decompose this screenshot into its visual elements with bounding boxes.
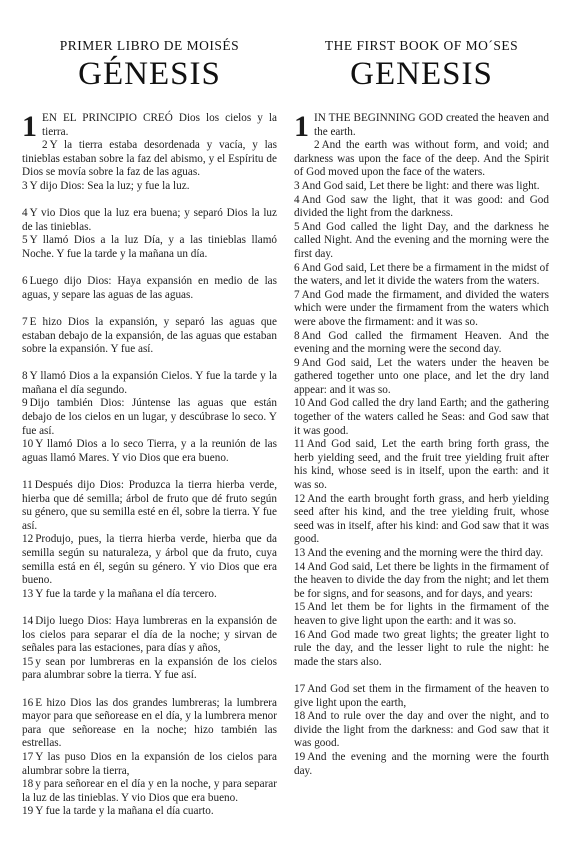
verse-text: Después dijo Dios: Produzca la tierra hierba verde, hierba que dé semilla; árbol de fruto que dé fruto según su género, que su semilla esté en él, sobre la tierra. Y fue así.: [22, 479, 277, 532]
verse-number: 17: [294, 682, 306, 695]
verse: [294, 629, 549, 670]
verse-text: And to rule over the day and over the night, and to divide the light from the darkness: and God saw that it was good.: [294, 710, 549, 750]
verse-number: 5: [22, 234, 28, 247]
verse: [294, 180, 549, 194]
verse-number: 15: [294, 601, 306, 614]
verse-number: 10: [22, 438, 34, 451]
verse-number: 4: [22, 207, 28, 220]
verse: [294, 262, 549, 289]
verse-text: And God said, Let there be a firmament in the midst of the waters, and let it divide the waters from the waters.: [294, 261, 549, 288]
verse-number: 15: [22, 655, 34, 668]
verse-text: IN THE BEGINNING GOD created the heaven and the earth.: [314, 112, 549, 138]
verse-text: Dijo también Dios: Júntense las aguas que están debajo de los cielos en un lugar, y descúbrase lo seco. Y fue así.: [22, 397, 277, 437]
verse-number: 6: [22, 275, 28, 288]
verse-number: 2: [314, 139, 320, 152]
verse-text: And the earth was without form, and void; and darkness was upon the face of the deep. And the Spirit of God moved upon the face of the waters.: [294, 139, 549, 179]
verse-number: 16: [294, 628, 306, 641]
book-title: GENESIS: [350, 56, 493, 92]
verse-text: And God said, Let the waters under the heaven be gathered together unto one place, and let the dry land appear: and it was so.: [294, 356, 549, 396]
book-super-title: THE FIRST BOOK OF MO´SES: [324, 38, 519, 53]
verse-number: 6: [294, 261, 300, 274]
verse: [22, 275, 277, 302]
verse-text: Y fue la tarde y la mañana el día tercero.: [35, 587, 217, 600]
verse: [22, 778, 277, 805]
verse-text: E hizo Dios la expansión, y separó las aguas que estaban debajo de la expansión, de las aguas que estaban sobre la expansión. Y fue así.: [22, 315, 277, 356]
verse: [22, 751, 277, 778]
verse: [294, 547, 549, 561]
spanish-text: [22, 112, 277, 819]
verse-number: 18: [22, 778, 34, 791]
verse-text: And God called the light Day, and the darkness he called Night. And the evening and the morning were the first day.: [294, 220, 549, 260]
verse: [22, 533, 277, 587]
verse-text: And God saw the light, that it was good: and God divided the light from the darkness.: [294, 193, 549, 220]
verse: [22, 234, 277, 261]
verse-text: And the evening and the morning were the fourth day.: [294, 750, 549, 777]
verse-text: y sean por lumbreras en la expansión de los cielos para alumbrar sobre la tierra. Y fue así.: [22, 655, 277, 682]
verse: [22, 479, 277, 533]
verse: [22, 139, 277, 180]
verse-number: 4: [294, 193, 300, 206]
verse-number: 7: [294, 288, 300, 301]
verse-text: And God called the firmament Heaven. And the evening and the morning were the second day.: [294, 329, 549, 356]
verse: [22, 110, 277, 143]
verse-text: Luego dijo Dios: Haya expansión en medio de las aguas, y separe las aguas de las aguas.: [22, 275, 277, 301]
verse: [22, 207, 277, 234]
verse-number: 12: [22, 533, 34, 546]
verse-text: And the earth brought forth grass, and herb yielding seed after his kind, and the tree yielding fruit, whose seed was in itself, after his kind: and God saw that it was good.: [294, 492, 549, 546]
verse: [294, 194, 549, 221]
verse-text: Y llamó Dios a lo seco Tierra, y a la reunión de las aguas llamó Mares. Y vio Dios que era bueno.: [22, 438, 277, 464]
verse-number: 13: [294, 547, 306, 559]
verse-number: 3: [294, 179, 300, 192]
verse-text: Y dijo Dios: Sea la luz; y fue la luz.: [29, 179, 190, 192]
verse: [294, 601, 549, 628]
verse: [22, 615, 277, 656]
chapter-number: 1: [22, 110, 37, 143]
verse: [294, 221, 549, 262]
verse: [294, 139, 549, 180]
verse-text: y para señorear en el día y en la noche, y para separar la luz de las tinieblas. Y vio Dios que era bueno.: [22, 778, 277, 804]
verse-text: Y la tierra estaba desordenada y vacía, y las tinieblas estaban sobre la faz del abismo, y el Espíritu de Dios se movía sobre la faz de las aguas.: [22, 139, 277, 179]
verse: [22, 805, 277, 819]
verse-number: 11: [294, 438, 305, 451]
verse-number: 9: [294, 356, 300, 369]
english-column: [294, 0, 549, 777]
verse-number: 8: [294, 329, 300, 342]
verse: [294, 710, 549, 751]
verse-number: 8: [22, 370, 28, 383]
verse-text: Produjo, pues, la tierra hierba verde, hierba que da semilla según su naturaleza, y árbol que da fruto, cuya semilla está en él, según su género. Y vio Dios que era bueno.: [22, 533, 277, 587]
verse-text: EN EL PRINCIPIO CREÓ Dios los cielos y la tierra.: [42, 112, 277, 138]
verse-number: 13: [22, 587, 34, 600]
verse-text: Dijo luego Dios: Haya lumbreras en la expansión de los cielos para separar el día de la noche; y sirvan de señales para las estaciones, para días y años,: [22, 614, 277, 655]
verse: [22, 180, 277, 194]
verse: [294, 357, 549, 398]
chapter-number: 1: [294, 110, 309, 143]
verse: [294, 397, 549, 438]
verse-text: Y vio Dios que la luz era buena; y separó Dios la luz de las tinieblas.: [22, 207, 277, 233]
verse: [22, 397, 277, 438]
verse: [22, 370, 277, 397]
verse: [294, 493, 549, 547]
verse-number: 14: [22, 614, 34, 627]
verse: [22, 588, 277, 602]
verse-text: And let them be for lights in the firmament of the heaven to give light upon the earth: and it was so.: [294, 601, 549, 627]
verse-text: Y las puso Dios en la expansión de los cielos para alumbrar sobre la tierra,: [22, 750, 277, 777]
verse-text: And God made the firmament, and divided the waters which were under the firmament from the waters which were above the firmament: and it was so.: [294, 288, 549, 328]
verse-text: And God made two great lights; the greater light to rule the day, and the lesser light to rule the night: he made the stars also.: [294, 628, 549, 668]
verse-text: And the evening and the morning were the third day.: [307, 547, 544, 559]
verse-number: 16: [22, 696, 34, 709]
verse-number: 2: [42, 139, 48, 152]
verse: [22, 438, 277, 465]
verse-number: 3: [22, 179, 28, 192]
verse-number: 12: [294, 492, 306, 505]
verse-number: 18: [294, 710, 306, 723]
verse: [294, 683, 549, 710]
book-super-title: PRIMER LIBRO DE MOISÉS: [59, 38, 240, 53]
verse-number: 19: [294, 750, 306, 763]
verse-number: 7: [22, 315, 28, 328]
english-text: [294, 112, 549, 778]
book-title: GÉNESIS: [78, 56, 221, 92]
verse-text: And God set them in the firmament of the heaven to give light upon the earth,: [294, 682, 549, 709]
verse: [22, 656, 277, 683]
verse-text: Y fue la tarde y la mañana el día cuarto.: [35, 805, 214, 818]
verse-number: 5: [294, 220, 300, 233]
verse-text: Y llamó Dios a la luz Día, y a las tinieblas llamó Noche. Y fue la tarde y la mañana un día.: [22, 234, 277, 260]
verse-number: 14: [294, 560, 306, 573]
verse-text: And God called the dry land Earth; and the gathering together of the waters called he Seas: and God saw that it was good.: [294, 397, 549, 437]
verse-number: 10: [294, 397, 306, 410]
verse: [294, 289, 549, 330]
verse: [22, 697, 277, 751]
verse-text: E hizo Dios las dos grandes lumbreras; la lumbrera mayor para que señorease en el día, y la lumbrera menor para que señorease en la noche; hizo también las estrellas.: [22, 696, 277, 750]
verse-number: 17: [22, 750, 34, 763]
verse: [294, 751, 549, 778]
verse-text: And God said, Let the earth bring forth grass, the herb yielding seed, and the fruit tree yielding fruit after his kind, whose seed is in itself, upon the earth: and it was so.: [294, 438, 549, 492]
verse-number: 11: [22, 479, 33, 492]
verse: [294, 330, 549, 357]
verse-number: 9: [22, 397, 28, 410]
verse-text: And God said, Let there be lights in the firmament of the heaven to divide the day from the night; and let them be for signs, and for seasons, and for days, and years:: [294, 560, 549, 600]
verse: [22, 316, 277, 357]
verse: [294, 110, 549, 143]
verse: [294, 561, 549, 602]
verse: [294, 438, 549, 492]
spanish-column: [22, 0, 277, 818]
verse-text: Y llamó Dios a la expansión Cielos. Y fue la tarde y la mañana el día segundo.: [22, 370, 277, 396]
verse-number: 19: [22, 805, 34, 818]
verse-text: And God said, Let there be light: and there was light.: [301, 179, 540, 192]
